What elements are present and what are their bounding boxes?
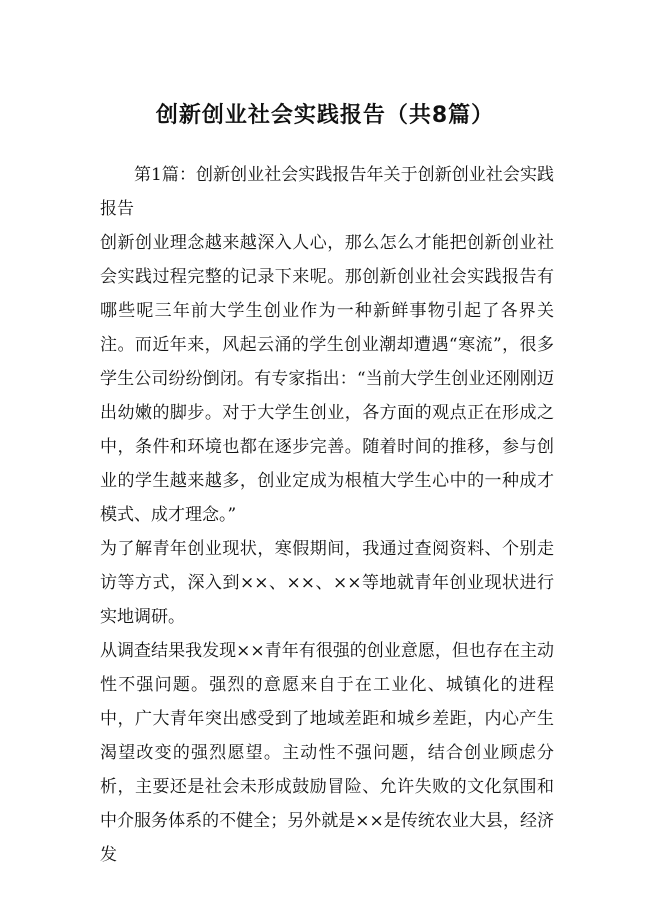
paragraph: 为了解青年创业现状，寒假期间，我通过查阅资料、个别走访等方式，深入到××、××、××等地就青年创业现状进行实地调研。 <box>100 539 554 627</box>
paragraph: 创新创业理念越来越深入人心，那么怎么才能把创新创业社会实践过程完整的记录下来呢。那创新创业社会实践报告有哪些呢三年前大学生创业作为一种新鲜事物引起了各界关注。而近年来，风起云涌的学生创业潮却遭遇“寒流”，很多学生公司纷纷倒闭。有专家指出：“当前大学生创业还刚刚迈出幼嫩的脚步。对于大学生创业，各方面的观点正在形成之中，条件和环境也都在逐步完善。随着时间的推移，参与创业的学生越来越多，创业定成为根植大学生心中的一种成才模式、成才理念。” <box>100 233 554 525</box>
document-title: 创新创业社会实践报告（共8篇） <box>155 103 495 128</box>
paragraph: 从调查结果我发现××青年有很强的创业意愿，但也存在主动性不强问题。强烈的意愿来自于在工业化、城镇化的进程中，广大青年突出感受到了地域差距和城乡差距，内心产生渴望改变的强烈愿望。主动性不强问题，结合创业顾虑分析，主要还是社会未形成鼓励冒险、允许失败的文化氛围和中介服务体系的不健全；另外就是××是传统农业大县，经济发 <box>100 641 554 865</box>
paragraph-heading: 第1篇：创新创业社会实践报告年关于创新创业社会实践报告 <box>100 165 554 219</box>
document-body <box>100 158 554 872</box>
